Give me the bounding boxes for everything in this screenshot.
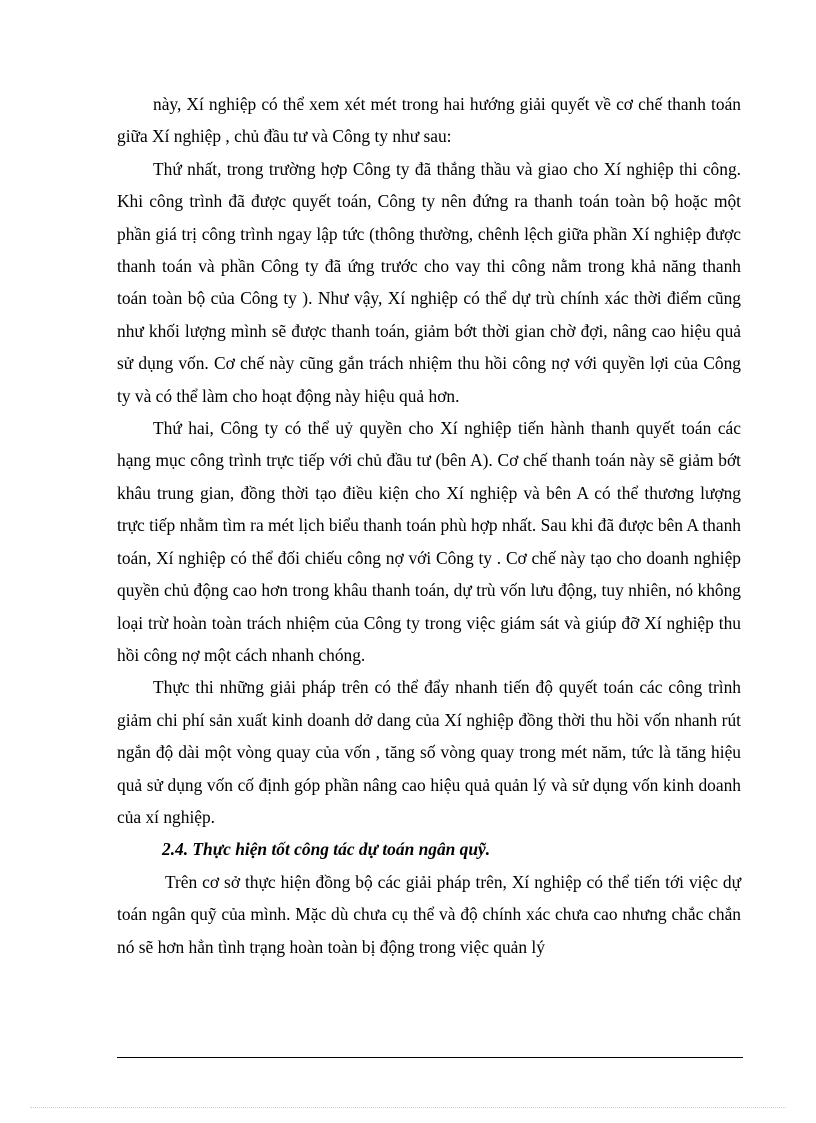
document-page	[117, 88, 741, 963]
page-bottom-dotted-line	[30, 1107, 786, 1108]
section-heading: 2.4. Thực hiện tốt công tác dự toán ngân quỹ.	[162, 839, 491, 860]
paragraph-second-option: Thứ hai, Công ty có thể uỷ quyền cho Xí nghiệp tiến hành thanh quyết toán các hạng mục công trình trực tiếp với chủ đầu tư (bên A). Cơ chế thanh toán này sẽ giảm bớt khâu trung gian, đồng thời tạo điều kiện cho Xí nghiệp và bên A có thể thương lượng trực tiếp nhằm tìm ra mét lịch biểu thanh toán phù hợp nhất. Sau khi đã được bên A thanh toán, Xí nghiệp có thể đối chiếu công nợ với Công ty . Cơ chế này tạo cho doanh nghiệp quyền chủ động cao hơn trong khâu thanh toán, dự trù vốn lưu động, tuy nhiên, nó không loại trừ hoàn toàn trách nhiệm của Công ty trong việc giám sát và giúp đỡ Xí nghiệp thu hồi công nợ một cách nhanh chóng.	[117, 418, 741, 665]
footer-divider	[117, 1057, 743, 1058]
paragraph-first-option: Thứ nhất, trong trường hợp Công ty đã thắng thầu và giao cho Xí nghiệp thi công. Khi công trình đã được quyết toán, Công ty nên đứng ra thanh toán toàn bộ hoặc một phần giá trị công trình ngay lập tức (thông thường, chênh lệch giữa phần Xí nghiệp được thanh toán và phần Công ty đã ứng trước cho vay thi công nằm trong khả năng thanh toán toàn bộ của Công ty ). Như vậy, Xí nghiệp có thể dự trù chính xác thời điểm cũng như khối lượng mình sẽ được thanh toán, giảm bớt thời gian chờ đợi, nâng cao hiệu quả sử dụng vốn. Cơ chế này cũng gắn trách nhiệm thu hồi công nợ với quyền lợi của Công ty và có thể làm cho hoạt động này hiệu quả hơn.	[117, 158, 741, 406]
paragraph-conclusion: Thực thi những giải pháp trên có thể đẩy nhanh tiến độ quyết toán các công trình giảm chi phí sản xuất kinh doanh dở dang của Xí nghiệp đồng thời thu hồi vốn nhanh rút ngắn độ dài một vòng quay của vốn , tăng số vòng quay trong mét năm, tức là tăng hiệu quả sử dụng vốn cố định góp phần nâng cao hiệu quả quản lý và sử dụng vốn kinh doanh của xí nghiệp.	[117, 677, 741, 827]
paragraph-budget-forecast: Trên cơ sở thực hiện đồng bộ các giải pháp trên, Xí nghiệp có thể tiến tới việc dự toán ngân quỹ của mình. Mặc dù chưa cụ thể và độ chính xác chưa cao nhưng chắc chắn nó sẽ hơn hẳn tình trạng hoàn toàn bị động trong việc quản lý	[117, 871, 741, 957]
paragraph-intro: này, Xí nghiệp có thể xem xét mét trong hai hướng giải quyết về cơ chế thanh toán giữa Xí nghiệp , chủ đầu tư và Công ty như sau:	[117, 94, 741, 147]
